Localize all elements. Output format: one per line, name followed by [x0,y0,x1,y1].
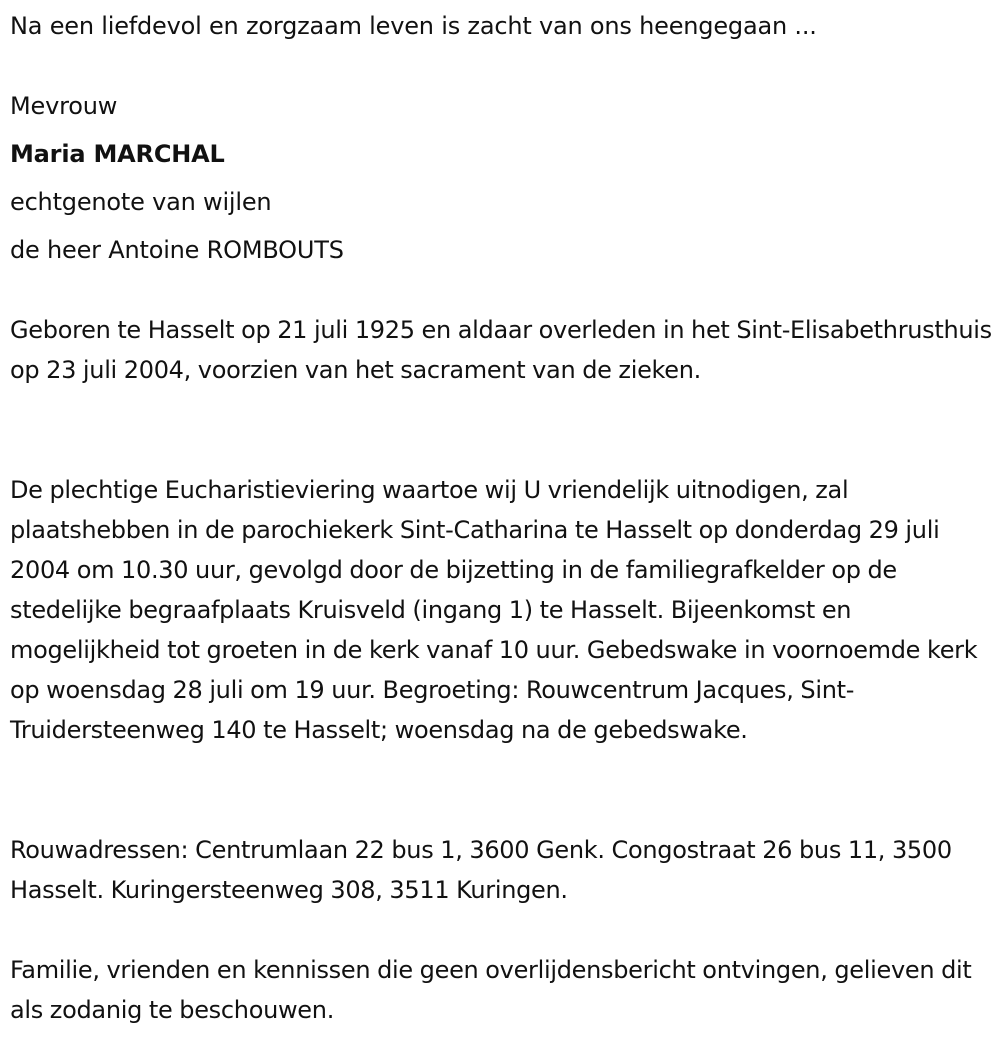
addresses-paragraph: Rouwadressen: Centrumlaan 22 bus 1, 3600 Genk. Congostraat 26 bus 11, 3500 Hasselt. Kuringersteenweg 308, 3511 Kuringen. [10,836,952,904]
funeral-paragraph: De plechtige Eucharistieviering waartoe wij U vriendelijk uitnodigen, zal plaatshebben in de parochiekerk Sint-Catharina te Hasselt op donderdag 29 juli 2004 om 10.30 uur, gevolgd door de bijzetting in de familiegrafkelder op de stedelijke begraafplaats Kruisveld (ingang 1) te Hasselt. Bijeenkomst en mogelijkheid tot groeten in de kerk vanaf 10 uur. Gebedswake in voornoemde kerk op woensdag 28 juli om 19 uur. Begroeting: Rouwcentrum Jacques, Sint-Truidersteenweg 140 te Hasselt; woensdag na de gebedswake. [10,476,978,744]
deceased-name: Maria MARCHAL [10,140,225,168]
birth-death-paragraph: Geboren te Hasselt op 21 juli 1925 en aldaar overleden in het Sint-Elisabethrusthuis op 23 juli 2004, voorzien van het sacrament van de zieken. [10,316,992,384]
salutation: Mevrouw [10,92,118,120]
relation-line: echtgenote van wijlen [10,188,272,216]
closing-paragraph: Familie, vrienden en kennissen die geen overlijdensbericht ontvingen, gelieven dit als zodanig te beschouwen. [10,956,972,1024]
intro-line: Na een liefdevol en zorgzaam leven is zacht van ons heengegaan ... [10,12,817,40]
spouse-name: de heer Antoine ROMBOUTS [10,236,344,264]
